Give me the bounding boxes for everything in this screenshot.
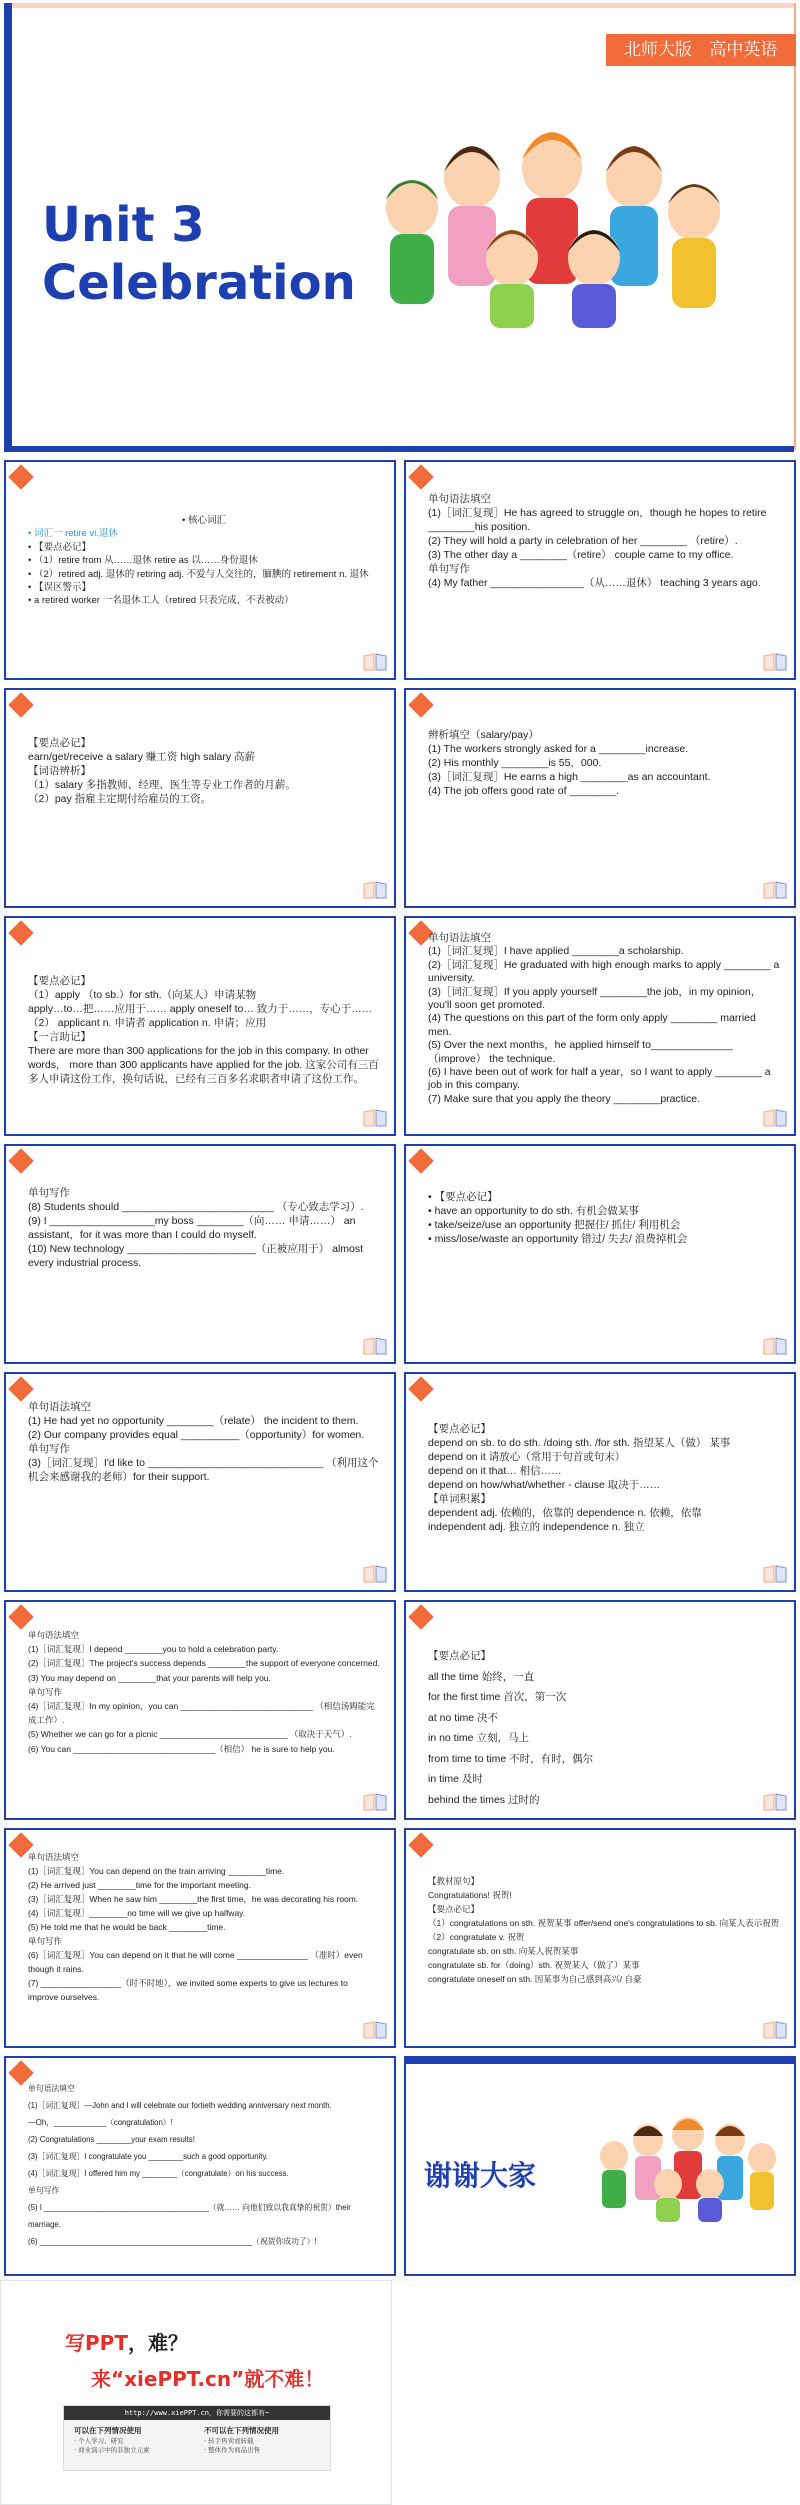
cover-top-strip xyxy=(12,3,794,8)
text-line: (1) The workers strongly asked for a ________increase. xyxy=(428,743,689,755)
text-line: 单句写作 xyxy=(428,563,470,575)
text-line: dependent adj. 依赖的，依靠的 dependence n. 依赖，依靠 xyxy=(428,1507,702,1519)
corner-diamond xyxy=(8,1604,33,1629)
slide-content xyxy=(428,932,780,1106)
text-line: (3) The other day a ________（retire） couple came to my office. xyxy=(428,549,734,561)
slide-11 xyxy=(4,1600,396,1820)
text-line: 单句写作 xyxy=(28,1187,70,1199)
text-line: 单句写作 xyxy=(28,1443,70,1455)
text-line: (2) Congratulations ________your exam results! xyxy=(28,2135,195,2144)
edition-badge: 北师大版 高中英语 xyxy=(606,34,796,66)
text-line: • （1）retire from 从……退休 retire as 以……身份退休 xyxy=(28,555,258,567)
book-icon xyxy=(362,1336,388,1356)
text-line: Congratulations! 祝贺! xyxy=(428,1890,512,1900)
text-line: congratulate sb. for（doing）sth. 祝贺某人（做了）某事 xyxy=(428,1960,640,1970)
text-line: 【要点必记】 xyxy=(428,1904,480,1914)
slide-content xyxy=(28,1186,380,1270)
promo-brand: 写PPT xyxy=(65,2331,128,2355)
text-line: • 【要点必记】 xyxy=(428,1191,498,1203)
text-line: • have an opportunity to do sth. 有机会做某事 xyxy=(428,1205,639,1217)
text-line: 单句语法填空 xyxy=(28,1630,80,1640)
text-line: (4) The job offers good rate of ________. xyxy=(428,785,620,797)
slide-6 xyxy=(404,916,796,1136)
slide-content xyxy=(28,974,380,1086)
text-line: 单句写作 xyxy=(28,2186,60,2195)
slide-4 xyxy=(404,688,796,908)
text-line: behind the times 过时的 xyxy=(428,1793,540,1806)
text-line: in no time 立刻，马上 xyxy=(428,1732,529,1744)
forbidden-title: 不可以在下列情况使用 xyxy=(204,2426,279,2435)
text-line: (2)［词汇复现］The project's success depends ________the support of everyone concerned. xyxy=(28,1658,380,1669)
book-icon xyxy=(762,1564,788,1584)
text-line: (4)［词汇复现］I offered him my ________（congratulate）on his success. xyxy=(28,2169,289,2178)
text-line: (7) Make sure that you apply the theory ________practice. xyxy=(428,1092,700,1105)
text-line: (5) I ______________________________________（就…… 向他们致以我真挚的祝贺）their marriage. xyxy=(28,2203,351,2229)
corner-diamond xyxy=(408,1148,433,1173)
slide-content xyxy=(428,1874,780,1986)
text-line: • 【要点必记】 xyxy=(28,541,91,553)
text-line: (2) His monthly ________is 55，000. xyxy=(428,757,602,769)
text-line: (3) You may depend on ________that your parents will help you. xyxy=(28,1672,271,1683)
text-line: (1)［词汇复现］I depend ________you to hold a celebration party. xyxy=(28,1644,279,1655)
slide-content xyxy=(428,1646,780,1810)
text-line: all the time 始终，一直 xyxy=(428,1670,535,1683)
text-line: • 【误区警示】 xyxy=(28,582,91,594)
text-line: (1)［词汇复现］You can depend on the train arriving ________time. xyxy=(28,1866,285,1876)
slide-content xyxy=(28,1400,380,1484)
text-line: depend on it that… 相信…… xyxy=(428,1465,562,1477)
text-line: (3)［词汇复现］He earns a high ________as an accountant. xyxy=(428,771,711,783)
promo-footer xyxy=(0,2280,392,2505)
allowed-item: · 商业演示中的非独立元素 xyxy=(74,2446,150,2454)
text-line: 【单词积累】 xyxy=(428,1493,491,1505)
slide-content xyxy=(28,1628,380,1756)
book-icon xyxy=(762,1792,788,1812)
text-line: 单句写作 xyxy=(28,1936,63,1946)
text-line: (8) Students should __________________________ （专心致志学习）. xyxy=(28,1201,364,1213)
corner-diamond xyxy=(8,920,33,945)
text-line: (4) The questions on this part of the form only apply ________ married men. xyxy=(428,1012,756,1038)
corner-diamond xyxy=(408,464,433,489)
text-line: (1)［词汇复现］He has agreed to struggle on，though he hopes to retire ________his position. xyxy=(428,507,767,533)
text-line: （1）apply （to sb.）for sth.（向某人）申请某物 xyxy=(28,989,257,1001)
text-line: 【要点必记】 xyxy=(428,1423,491,1435)
slide-content xyxy=(28,736,380,806)
text-line: 【词语辨析】 xyxy=(28,765,91,777)
text-line: • （2）retired adj. 退休的 retiring adj. 不爱与人交往的，腼腆的 retirement n. 退休 xyxy=(28,568,369,580)
slide-content xyxy=(428,1190,780,1246)
thanks-slide xyxy=(404,2056,796,2276)
slide-content xyxy=(428,492,780,590)
book-icon xyxy=(362,1108,388,1128)
corner-diamond xyxy=(8,1376,33,1401)
text-line: (10) New technology ______________________（正被应用于） almost every industrial process. xyxy=(28,1243,364,1269)
text-line: 辨析填空（salary/pay） xyxy=(428,729,539,741)
cover-left-bar xyxy=(4,3,12,452)
allowed-column xyxy=(74,2426,194,2455)
text-line: (7) _________________（时不时地），we invited some experts to give us lectures to improve ourselves. xyxy=(28,1978,348,2002)
text-line: apply…to…把……应用于…… apply oneself to… 致力于……，专心于…… xyxy=(28,1003,373,1015)
cover-slide xyxy=(0,0,800,455)
text-line: (3)［词汇复现］I'd like to ______________________________ （利用这个机会来感谢我的老师）for their support. xyxy=(28,1457,379,1483)
forbidden-item: · 整体作为商品出售 xyxy=(204,2446,261,2454)
text-line: independent adj. 独立的 independence n. 独立 xyxy=(428,1521,645,1533)
forbidden-item: · 转手售卖或转载 xyxy=(204,2437,254,2445)
text-line: depend on sb. to do sth. /doing sth. /for sth. 指望某人（做） 某事 xyxy=(428,1437,731,1449)
text-line: （2）congratulate v. 祝贺 xyxy=(428,1932,525,1942)
promo-url[interactable]: http://www.xiePPT.cn，你需要的这都有~ xyxy=(64,2406,330,2420)
book-icon xyxy=(362,1564,388,1584)
thanks-text: 谢谢大家 xyxy=(424,2159,537,2192)
book-icon xyxy=(362,1792,388,1812)
corner-diamond xyxy=(408,1604,433,1629)
text-line: (3)［词汇复现］If you apply yourself ________the job，in my opinion， you'll soon get promoted. xyxy=(428,985,762,1012)
text-line: for the first time 首次，第一次 xyxy=(428,1691,567,1703)
text-line: (6)［词汇复现］You can depend on it that he will come _______________ （准时）even though it rains. xyxy=(28,1950,363,1974)
allowed-item: · 个人学习、研究 xyxy=(74,2437,124,2445)
book-icon xyxy=(762,2020,788,2040)
text-line: (4) My father ________________（从……退休） teaching 3 years ago. xyxy=(428,577,761,589)
book-icon xyxy=(762,880,788,900)
slide-13 xyxy=(4,1828,396,2048)
text-line: (3)［词汇复现］When he saw him ________the first time，he was decorating his room. xyxy=(28,1894,359,1904)
slide-14 xyxy=(404,1828,796,2048)
text-line: from time to time 不时，有时，偶尔 xyxy=(428,1752,594,1765)
text-line: 单句语法填空 xyxy=(28,2084,75,2093)
text-line: earn/get/receive a salary 赚工资 high salary 高薪 xyxy=(28,751,256,763)
book-icon xyxy=(362,880,388,900)
slide-content xyxy=(28,2080,380,2250)
text-line: (1)［词汇复现］—John and I will celebrate our fortieth wedding anniversary next month. xyxy=(28,2101,332,2110)
text-line: (4)［词汇复现］In my opinion，you can ____________________________ （相信汤姆能完成工作）. xyxy=(28,1701,375,1726)
unit-title-line1: Unit 3 xyxy=(42,197,205,253)
corner-diamond xyxy=(408,692,433,717)
text-line: —Oh，____________（congratulation）! xyxy=(28,2118,173,2127)
text-line: （2） applicant n. 申请者 application n. 申请；应用 xyxy=(28,1017,267,1029)
text-line: (4)［词汇复现］________no time will we give up halfway. xyxy=(28,1908,246,1918)
promo-question: ，难？ xyxy=(127,2331,188,2355)
text-line: (5) Over the next months，he applied himself to______________ （improve） the technique. xyxy=(428,1039,733,1065)
text-line: (6) I have been out of work for half a year，so I want to apply ________ a job in this company. xyxy=(428,1066,771,1092)
text-line: 【要点必记】 xyxy=(28,975,91,987)
slide-15 xyxy=(4,2056,396,2276)
slide-1 xyxy=(4,460,396,680)
slide-7 xyxy=(4,1144,396,1364)
text-line: • take/seize/use an opportunity 把握住/ 抓住/ 利用机会 xyxy=(428,1219,681,1231)
book-icon xyxy=(362,652,388,672)
text-line: 单句语法填空 xyxy=(28,1401,91,1413)
text-line: at no time 决不 xyxy=(428,1711,499,1724)
text-line: (2) He arrived just ________time for the important meeting. xyxy=(28,1880,252,1890)
slide-content xyxy=(28,514,380,608)
cover-bottom-bar xyxy=(4,446,794,452)
text-line: 单句写作 xyxy=(28,1686,63,1697)
text-line: depend on it 请放心（常用于句首或句末） xyxy=(428,1451,626,1463)
text-line: 【要点必记】 xyxy=(28,737,91,749)
text-line: • 词汇一 retire vi.退休 xyxy=(28,528,118,540)
text-line: (2) Our company provides equal __________（opportunity）for women. xyxy=(28,1429,365,1441)
book-icon xyxy=(762,652,788,672)
text-line: (1) He had yet no opportunity ________（relate） the incident to them. xyxy=(28,1415,359,1427)
corner-diamond xyxy=(408,1832,433,1857)
text-line: 单句语法填空 xyxy=(428,932,491,944)
slide-2 xyxy=(404,460,796,680)
book-icon xyxy=(762,1108,788,1128)
text-line: (6) You can ______________________________（相信） he is sure to help you. xyxy=(28,1743,335,1754)
text-line: There are more than 300 applications for the job in this company. In other words， more than 300 applicants have applied for the job. 这家公司有三百多人申请这份工作，换句话说，已经有三百多名求职者申请了这份工作。 xyxy=(28,1045,379,1085)
corner-diamond xyxy=(8,1148,33,1173)
slide-10 xyxy=(404,1372,796,1592)
text-line: (5) He told me that he would be back ________time. xyxy=(28,1922,226,1932)
text-line: • 核心词汇 xyxy=(182,515,226,526)
kids-illustration-small xyxy=(592,2104,782,2224)
text-line: （1）congratulations on sth. 祝贺某事 offer/send one's congratulations to sb. 向某人表示祝贺 xyxy=(428,1918,780,1928)
promo-line1 xyxy=(65,2327,188,2356)
text-line: 【要点必记】 xyxy=(428,1650,491,1662)
slide-content xyxy=(28,1850,380,2004)
text-line: （2）pay 指雇主定期付给雇员的工资。 xyxy=(28,793,212,805)
allowed-title: 可以在下列情况使用 xyxy=(74,2426,142,2435)
text-line: (9) I __________________my boss ________（向…… 申请……） an assistant，for it was more than I could do myself. xyxy=(28,1215,356,1241)
text-line: • a retired worker 一名退休工人（retired 只表完成，不表被动） xyxy=(28,595,294,607)
slide-9 xyxy=(4,1372,396,1592)
text-line: (2) They will hold a party in celebration of her ________ （retire）. xyxy=(428,535,738,547)
forbidden-column xyxy=(204,2426,324,2455)
text-line: （1）salary 多指教师、经理、医生等专业工作者的月薪。 xyxy=(28,779,296,791)
text-line: (2)［词汇复现］He graduated with high enough marks to apply ________ a university. xyxy=(428,958,780,985)
slide-content xyxy=(428,1422,780,1534)
text-line: in time 及时 xyxy=(428,1773,483,1785)
kids-illustration xyxy=(372,108,732,328)
unit-title-line2: Celebration xyxy=(42,255,356,311)
text-line: (3)［词汇复现］I congratulate you ________such a good opportunity. xyxy=(28,2152,268,2161)
text-line: congratulate oneself on sth. 因某事为自己感到高兴/ 自豪 xyxy=(428,1974,642,1984)
text-line: depend on how/what/whether - clause 取决于…… xyxy=(428,1479,661,1491)
corner-diamond xyxy=(408,1376,433,1401)
book-icon xyxy=(762,1336,788,1356)
corner-diamond xyxy=(8,692,33,717)
slide-12 xyxy=(404,1600,796,1820)
text-line: (1)［词汇复现］I have applied ________a scholarship. xyxy=(428,945,684,958)
text-line: (5) Whether we can go for a picnic ___________________________ （取决于天气）. xyxy=(28,1729,352,1740)
slide-8 xyxy=(404,1144,796,1364)
text-line: congratulate sb. on sth. 向某人祝贺某事 xyxy=(428,1946,579,1956)
unit-title xyxy=(42,196,356,312)
text-line: 【一言助记】 xyxy=(28,1031,91,1043)
text-line: 单句语法填空 xyxy=(428,493,491,505)
text-line: • miss/lose/waste an opportunity 错过/ 失去/ 浪费掉机会 xyxy=(428,1233,688,1245)
slide-3 xyxy=(4,688,396,908)
book-icon xyxy=(362,2020,388,2040)
promo-line2: 来“xiePPT.cn”就不难！ xyxy=(91,2367,325,2391)
text-line: 单句语法填空 xyxy=(28,1852,80,1862)
corner-diamond xyxy=(8,464,33,489)
slide-5 xyxy=(4,916,396,1136)
usage-panel xyxy=(63,2405,331,2471)
slide-content xyxy=(428,728,780,798)
text-line: 【教材原句】 xyxy=(428,1876,480,1886)
text-line: (6) _________________________________________________（祝贺你成功了）! xyxy=(28,2237,317,2246)
thanks-top-band xyxy=(406,2058,794,2064)
